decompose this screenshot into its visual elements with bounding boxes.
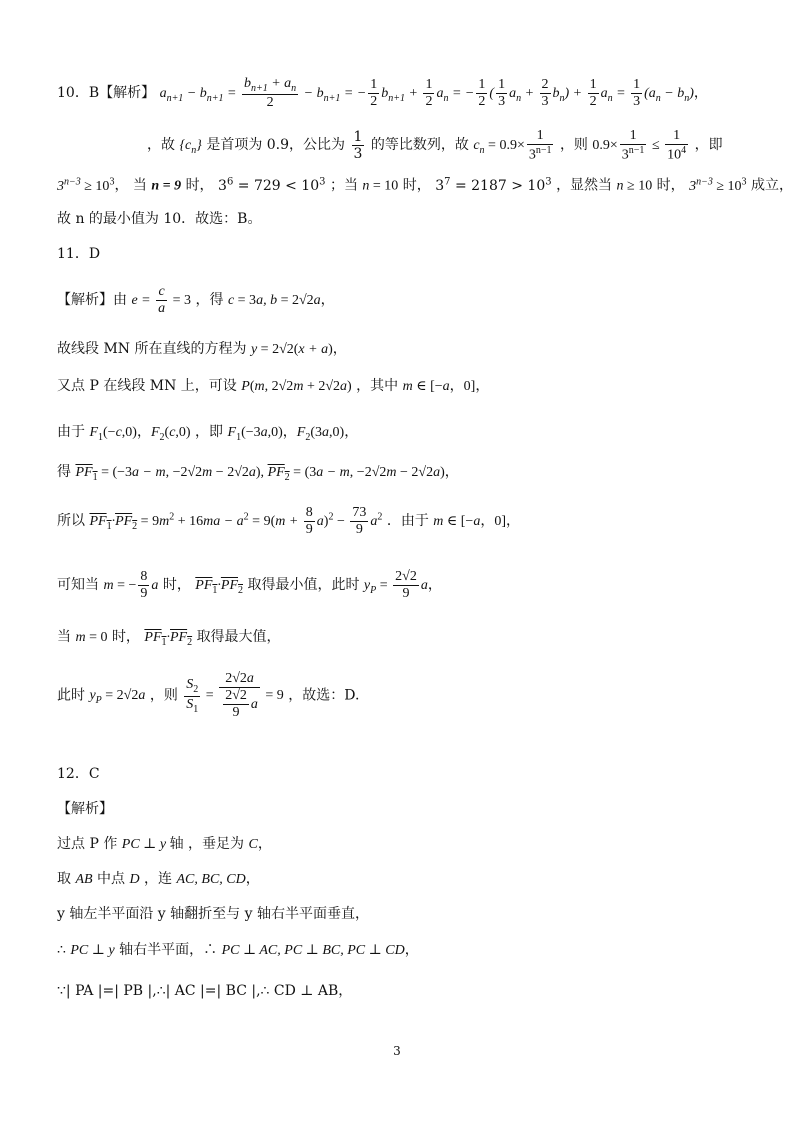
q11-line-8: 当 m = 0 时， $PF_1\cdot PF_2$ 取得最大值， <box>57 629 281 648</box>
q12-line-5: ∴ PC ⊥ y 轴右半平面，∴ PC ⊥ AC, PC ⊥ BC, PC ⊥ CD， <box>57 942 419 958</box>
q11-line-9: 此时 $y_P = 2√2a$ ，则 $\frac{S_2}{S_1}$ = 2√2a $\frac{2√2}{9}$ a = 9 ，故选：D. <box>57 671 360 721</box>
q11-line-2: 故线段 MN 所在直线的方程为 y = 2√2(x + a)， <box>57 341 347 357</box>
q10-formula-1: $a_{n+1} - b_{n+1}$ = $\frac{b_{n+1} + a_n}{2}$ − $b_{n+1}$ = − $\frac{1}{2}$ $b_{n+1}$ + $\frac{1}{2}$ $a_n$ = − $\frac{1}{2}$ ( $\frac{1}{3}$ $a_n$ + $\frac{2}{3}$ $b_n$) + $\frac{1}{2}$ $a_n$ = $\frac{1}{3}$ $(a_n - b_n)$ <box>159 76 694 111</box>
q10-line-1: 10．B【解析】 $a_{n+1} - b_{n+1}$ = $\frac{b_{n+1} + a_n}{2}$ − $b_{n+1}$ = − $\frac{1}{2}$ $b_{n+1}$ + $\frac{1}{2}$ $a_n$ = − $\frac{1}{2}$ ( $\frac{1}{3}$ $a_n$ + $\frac{2}{3}$ $b_n$) + $\frac{1}{2}$ $a_n$ = $\frac{1}{3}$ $(a_n - b_n)$， <box>57 76 708 111</box>
q12-line-2: 过点 P 作 PC ⊥ y 轴 ，垂足为 C， <box>57 836 272 852</box>
q11-line-1: 【解析】由 e = $\frac{c}{a}$ = 3 ，得 c = 3a, b = 2√2a， <box>57 284 335 317</box>
q10-line-3: $3^{n-3} \ge 10^3$， 当 n = 9 时， $3^6 = 729 < 10^3$ ；当 n = 10 时， $3^7 = 2187 > 10^3$ ，显然当 n ≥ 10 时， $3^{n-3} \ge 10^3$ 成立， <box>57 176 793 194</box>
q10-line-2: ，故 $\{c_n\}$ 是首项为 0.9，公比为 $\frac{1}{3}$ 的等比数列，故 $c_n = 0.9\times$ $\frac{1}{3^{n-1}}$ ，则 0.9× $\frac{1}{3^{n-1}}$ ≤ $\frac{1}{10^4}$ ，即 <box>147 128 723 163</box>
q12-line-1: 【解析】 <box>57 801 113 817</box>
q11-line-4: 由于 $F_1(-c,0)$，$F_2(c,0)$ ，即 $F_1(-3a,0)$，$F_2(3a,0)$， <box>57 424 359 443</box>
q11-line-7: 可知当 m = − $\frac{8}{9}$ a 时， $PF_1\cdot PF_2$ 取得最小值，此时 $y_P$ = $\frac{2√2}{9}$ a， <box>57 569 442 602</box>
q11-head: 11．D <box>57 246 101 262</box>
q12-line-6: ∵| PA |=| PB |,∴| AC |=| BC |,∴ CD ⊥ AB， <box>57 983 353 999</box>
q11-line-6: 所以 $PF_1\cdot PF_2 = 9m^2 + 16ma - a^2 = 9(m$ + $\frac{8}{9}$ a)$^2$ − $\frac{73}{9}$ $a^2$ ．由于 m ∈ [−a，0]， <box>57 505 520 538</box>
q10-line-4: 故 n 的最小值为 10．故选：B。 <box>57 211 262 227</box>
q12-line-3: 取 AB 中点 D ，连 AC, BC, CD， <box>57 871 260 887</box>
page-number: 3 <box>393 1044 401 1058</box>
q11-line-5: 得 $PF_1 = (-3a - m$, −2√2m − 2√2a), $PF_2 = (3a - m$, −2√2m − 2√2a)， <box>57 464 459 483</box>
q12-head: 12．C <box>57 766 100 782</box>
q11-line-3: 又点 P 在线段 MN 上，可设 P(m, 2√2m + 2√2a) ，其中 m ∈ [−a，0]， <box>57 378 490 394</box>
q12-line-4: y 轴左半平面沿 y 轴翻折至与 y 轴右半平面垂直， <box>57 906 369 922</box>
